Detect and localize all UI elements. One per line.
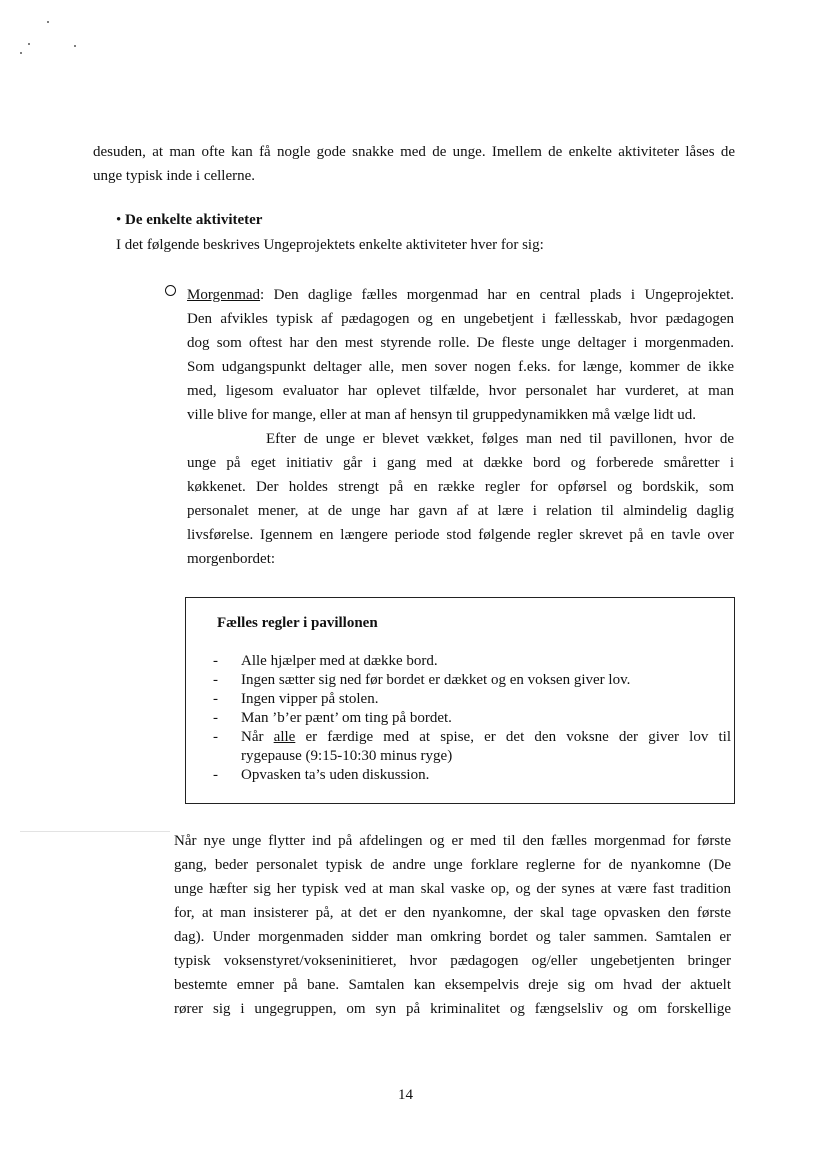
scan-artifact-line	[20, 831, 170, 832]
morgenmad-term: Morgenmad	[187, 287, 261, 303]
scan-speck	[28, 43, 30, 45]
paragraph-line: unge hæfter sig her typisk ved at man skal vaske op, og der synes at være fast tradition	[174, 881, 731, 897]
paragraph-line: rører sig i ungegruppen, om syn på kriminalitet og fængselsliv og om forskellige	[174, 1001, 731, 1017]
paragraph-line: ville blive for mange, eller at man af hensyn til gruppedynamikken må vælge lidt ud.	[187, 407, 697, 423]
rule-text: er færdige med at spise, er det den voksne der giver lov til	[295, 729, 731, 745]
section-intro	[116, 233, 544, 257]
section-heading: De enkelte aktiviteter	[125, 212, 263, 228]
circle-bullet-icon	[165, 285, 176, 296]
paragraph-line: typisk voksenstyret/vokseninitieret, hvor pædagogen og/eller ungebetjenten bringer	[174, 953, 731, 969]
paragraph-line: for, at man insisterer på, at det er den nyankomne, der skal tage opvasken den første	[174, 905, 731, 921]
dash-icon: -	[213, 653, 218, 669]
rule-item	[211, 652, 731, 671]
paragraph-line: dog som oftest har den mest styrende rolle. De fleste unge deltager i morgenmaden.	[187, 335, 734, 351]
paragraph-line: dag). Under morgenmaden sidder man omkring bordet og taler sammen. Samtalen er	[174, 929, 731, 945]
rule-text: Opvasken ta’s uden diskussion.	[241, 767, 430, 783]
paragraph-line: gang, beder personalet typisk de andre unge forklare reglerne for de nyankomne (De	[174, 857, 731, 873]
bullet-icon: •	[116, 212, 122, 228]
scan-speck	[74, 45, 76, 47]
section-intro-text: I det følgende beskrives Ungeprojektets enkelte aktiviteter hver for sig:	[116, 237, 544, 253]
paragraph-line: livsførelse. Igennem en længere periode stod følgende regler skrevet på en tavle over	[187, 527, 734, 543]
rule-text: Ingen sætter sig ned før bordet er dækket og en voksen giver lov.	[241, 672, 631, 688]
rule-text: rygepause (9:15-10:30 minus ryge)	[241, 748, 453, 764]
paragraph-line: personalet mener, at de unge har gavn af at lære i relation til almindelig daglig	[187, 503, 734, 519]
morgenmad-first-line	[187, 283, 734, 307]
rule-text: Alle hjælper med at dække bord.	[241, 653, 438, 669]
scan-speck	[20, 52, 22, 54]
rule-item	[211, 728, 731, 766]
section-heading-row	[116, 208, 262, 232]
rules-list	[211, 652, 731, 785]
rule-text: Man ’b’er pænt’ om ting på bordet.	[241, 710, 452, 726]
morgenmad-first-line-text: : Den daglige fælles morgenmad har en central plads i Ungeprojektet.	[260, 287, 734, 303]
rule-item	[211, 709, 731, 728]
paragraph-line: Når nye unge flytter ind på afdelingen og er med til den fælles morgenmad for første	[174, 833, 731, 849]
paragraph-line: Den afvikles typisk af pædagogen og en ungebetjent i fællesskab, hvor pædagogen	[187, 311, 734, 327]
paragraph-top	[93, 140, 735, 188]
dash-icon: -	[213, 729, 218, 745]
paragraph-line: unge på eget initiativ går i gang med at dække bord og forberede småretter i	[187, 455, 734, 471]
paragraph-line: med, ligesom evaluator har oplevet tilfælde, hvor personalet har vurderet, at man	[187, 383, 734, 399]
paragraph-line: unge typisk inde i cellerne.	[93, 168, 256, 184]
paragraph-bottom	[174, 829, 731, 1021]
rule-text: Når	[241, 729, 274, 745]
rules-title: Fælles regler i pavillonen	[217, 615, 378, 631]
paragraph-line-indented: Efter de unge er blevet vækket, følges man ned til pavillonen, hvor de	[266, 431, 734, 447]
paragraph-line: desuden, at man ofte kan få nogle gode snakke med de unge. Imellem de enkelte aktiviteter låses de	[93, 144, 735, 160]
paragraph-line: morgenbordet:	[187, 551, 276, 567]
rule-text-line	[241, 728, 731, 747]
rule-item	[211, 766, 731, 785]
rule-text: Ingen vipper på stolen.	[241, 691, 379, 707]
page-number: 14	[398, 1087, 413, 1103]
dash-icon: -	[213, 767, 218, 783]
paragraph-line: Som udgangspunkt deltager alle, men sover nogen f.eks. for længe, kommer de ikke	[187, 359, 734, 375]
scan-speck	[47, 21, 49, 23]
dash-icon: -	[213, 710, 218, 726]
rule-item	[211, 671, 731, 690]
rules-box	[185, 597, 735, 804]
paragraph-line: køkkenet. Der holdes strengt på en række regler for opførsel og bordskik, som	[187, 479, 734, 495]
morgenmad-section	[187, 283, 734, 571]
rule-item	[211, 690, 731, 709]
rule-text-underlined: alle	[273, 729, 296, 745]
dash-icon: -	[213, 691, 218, 707]
dash-icon: -	[213, 672, 218, 688]
paragraph-line: bestemte emner på bane. Samtalen kan eksempelvis dreje sig om hvad der aktuelt	[174, 977, 731, 993]
